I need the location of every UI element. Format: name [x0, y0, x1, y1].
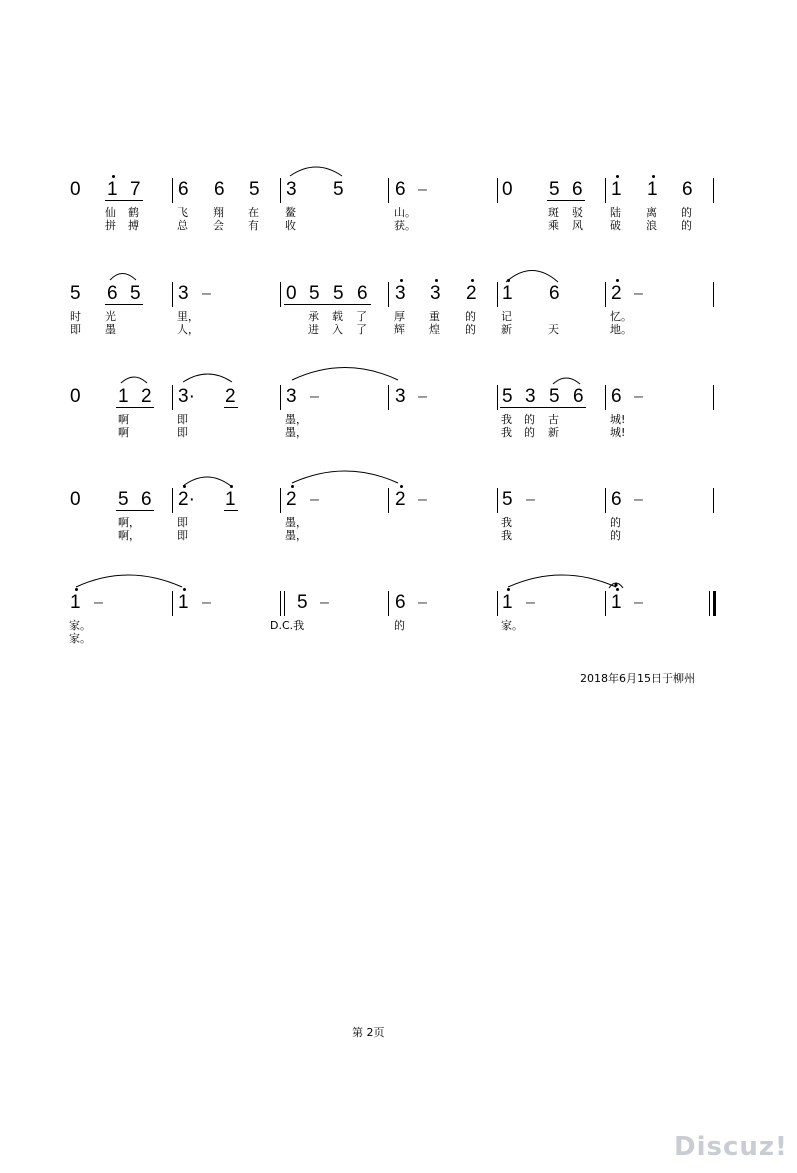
note: 2·	[178, 489, 195, 510]
note: 0	[502, 179, 513, 200]
lyric: 鹤	[128, 206, 139, 219]
lyric: 光	[105, 310, 116, 323]
note: 6	[214, 179, 225, 200]
dash: –	[310, 388, 319, 405]
lyric: 天	[548, 323, 559, 336]
note: 5	[333, 283, 344, 304]
lyric: 破	[610, 219, 621, 232]
lyric: 鳌	[285, 206, 296, 219]
note: 6	[572, 179, 583, 200]
note: 5	[549, 179, 560, 200]
lyric: 的	[610, 529, 621, 542]
lyric: 墨	[105, 323, 116, 336]
note: 5	[249, 179, 260, 200]
lyric: 了	[356, 310, 367, 323]
dash: –	[418, 491, 427, 508]
lyric: 重	[429, 310, 440, 323]
slur	[110, 274, 136, 281]
dash: –	[634, 594, 643, 611]
lyric: 获。	[394, 219, 416, 232]
note: 6	[611, 489, 622, 510]
lyric: 了	[356, 323, 367, 336]
note: 2	[611, 283, 622, 304]
lyric: 新	[548, 426, 559, 439]
lyric: 翔	[213, 206, 224, 219]
dash: –	[634, 388, 643, 405]
dash: –	[202, 594, 211, 611]
slur	[183, 477, 231, 486]
lyric: 城!	[610, 426, 626, 439]
note: 5	[502, 386, 513, 407]
lyric: 入	[332, 323, 343, 336]
slur	[506, 271, 558, 283]
lyric: 的	[610, 516, 621, 529]
lyric: 啊	[118, 426, 129, 439]
note: 1	[70, 592, 81, 613]
note: 3	[525, 386, 536, 407]
note: 6	[357, 283, 368, 304]
note: 7	[130, 179, 141, 200]
note: 2	[395, 489, 406, 510]
dash: –	[418, 181, 427, 198]
lyric: 家。	[69, 619, 91, 632]
note: 5	[130, 283, 141, 304]
note: 6	[395, 179, 406, 200]
note: 5	[502, 489, 513, 510]
note: 3	[395, 283, 406, 304]
lyric: 的	[681, 219, 692, 232]
lyric: 会	[213, 219, 224, 232]
date-signature: 2018年6月15日于柳州	[580, 672, 695, 685]
lyric: 斑	[548, 206, 559, 219]
lyric: 的	[524, 426, 535, 439]
note: 1	[178, 592, 189, 613]
lyric: 记	[501, 310, 512, 323]
dash: –	[202, 285, 211, 302]
lyric: 我	[501, 426, 512, 439]
lyric: 我	[501, 516, 512, 529]
note: 0	[70, 386, 81, 407]
slur	[290, 167, 342, 176]
lyric: 仙	[105, 206, 116, 219]
lyric: 时	[70, 310, 81, 323]
lyric: 煌	[429, 323, 440, 336]
lyric: 山。	[394, 206, 416, 219]
note: 5	[70, 283, 81, 304]
note: 1	[502, 283, 513, 304]
lyric: 啊，	[118, 516, 140, 529]
dash: –	[634, 285, 643, 302]
dash: –	[418, 594, 427, 611]
lyric: 我	[501, 529, 512, 542]
lyric: 啊，	[118, 529, 140, 542]
lyric: 的	[394, 619, 405, 632]
lyric: 驳	[572, 206, 583, 219]
note: 5	[309, 283, 320, 304]
lyric: 地。	[610, 323, 632, 336]
lyric: 家。	[501, 619, 523, 632]
note: 0	[70, 179, 81, 200]
lyric: 家。	[69, 632, 91, 645]
lyric: 搏	[128, 219, 139, 232]
note: 2	[286, 489, 297, 510]
page-number: 第 2页	[352, 1026, 385, 1039]
note: 6	[573, 386, 584, 407]
lyric: 墨，	[285, 516, 307, 529]
dash: –	[418, 388, 427, 405]
note: 2	[141, 386, 152, 407]
lyric: 有	[248, 219, 259, 232]
lyric: 墨，	[285, 413, 307, 426]
note: 3	[286, 179, 297, 200]
lyric: 承	[308, 310, 319, 323]
dash: –	[94, 594, 103, 611]
lyric: 进	[308, 323, 319, 336]
lyric: 我	[501, 413, 512, 426]
lyric: 人，	[177, 323, 199, 336]
slur	[183, 374, 232, 382]
note: 6	[395, 592, 406, 613]
lyric: 厚	[394, 310, 405, 323]
lyric: 载	[332, 310, 343, 323]
lyric: 拼	[105, 219, 116, 232]
note: 6	[611, 386, 622, 407]
lyric: 即	[177, 516, 188, 529]
lyric: 即	[177, 426, 188, 439]
note: 6	[682, 179, 693, 200]
note: 1	[611, 592, 622, 613]
note: 5	[549, 386, 560, 407]
note: 6	[141, 489, 152, 510]
lyric: 墨，	[285, 426, 307, 439]
note: 1	[118, 386, 129, 407]
lyric: 里，	[177, 310, 199, 323]
lyric: 飞	[177, 206, 188, 219]
lyric: 乘	[548, 219, 559, 232]
dash: –	[320, 594, 329, 611]
slur	[121, 377, 147, 383]
note: 0	[70, 489, 81, 510]
note: 1	[225, 489, 236, 510]
lyric: 即	[177, 529, 188, 542]
lyric: 陆	[610, 206, 621, 219]
lyric: 浪	[646, 219, 657, 232]
note: 2	[225, 386, 236, 407]
tie	[292, 471, 398, 483]
note: 1	[107, 179, 118, 200]
note: 6	[549, 283, 560, 304]
lyric: 的	[465, 310, 476, 323]
lyric: 在	[248, 206, 259, 219]
note: 5	[118, 489, 129, 510]
fermata-dot	[614, 583, 617, 586]
lyric: 辉	[394, 323, 405, 336]
lyric: 的	[465, 323, 476, 336]
lyric: 古	[548, 413, 559, 426]
lyric: 即	[177, 413, 188, 426]
lyric: 墨，	[285, 529, 307, 542]
slur	[553, 378, 580, 384]
note: 1	[647, 179, 658, 200]
dash: –	[310, 491, 319, 508]
lyric: 风	[572, 219, 583, 232]
lyric: 忆。	[610, 310, 632, 323]
note: 3	[178, 283, 189, 304]
lyric: D.C.我	[270, 619, 305, 632]
lyric: 啊	[118, 413, 129, 426]
lyric: 新	[501, 323, 512, 336]
note: 5	[297, 592, 308, 613]
lyric: 的	[681, 206, 692, 219]
lyric: 城!	[610, 413, 626, 426]
note: 3	[286, 386, 297, 407]
note: 0	[286, 283, 297, 304]
lyric: 收	[285, 219, 296, 232]
note: 3	[430, 283, 441, 304]
tie	[76, 575, 182, 587]
dash: –	[526, 491, 535, 508]
tie	[508, 575, 616, 587]
note: 3·	[178, 386, 195, 407]
tie	[292, 368, 398, 381]
lyric: 离	[646, 206, 657, 219]
dash: –	[634, 491, 643, 508]
note: 1	[502, 592, 513, 613]
watermark: Discuz!	[674, 1132, 788, 1162]
note: 6	[107, 283, 118, 304]
note: 3	[395, 386, 406, 407]
note: 1	[611, 179, 622, 200]
note: 5	[333, 179, 344, 200]
lyric: 的	[524, 413, 535, 426]
dash: –	[526, 594, 535, 611]
note: 6	[178, 179, 189, 200]
note: 2	[466, 283, 477, 304]
lyric: 即	[70, 323, 81, 336]
lyric: 总	[177, 219, 188, 232]
